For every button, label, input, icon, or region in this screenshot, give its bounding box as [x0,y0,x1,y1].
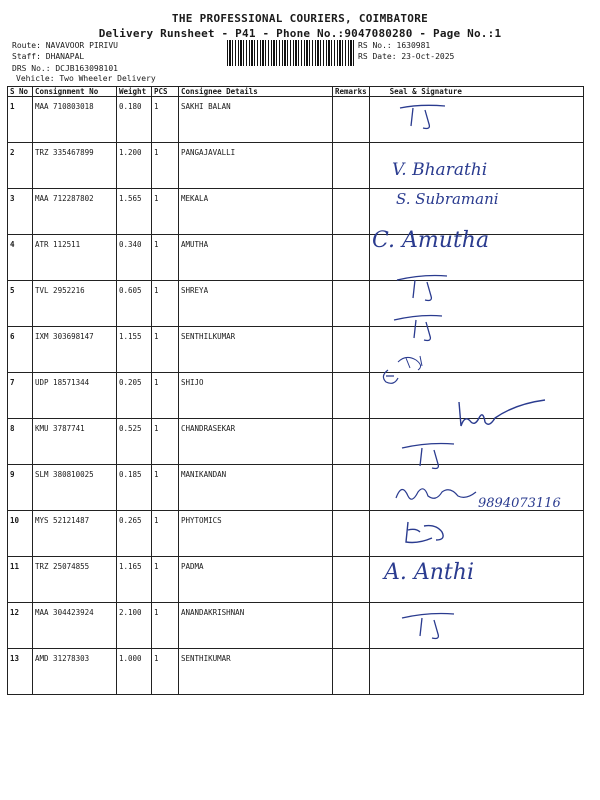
cell-weight: 0.180 [117,97,152,143]
cell-signature [369,649,583,695]
route-label: Route: NAVAVOOR PIRIVU [12,41,118,50]
cell-pcs: 1 [152,235,179,281]
table-row [8,649,584,695]
col-consignment: Consignment No [33,87,117,97]
cell-consignment: MAA 710803018 [33,97,117,143]
vehicle-label: Vehicle: Two Wheeler Delivery [16,74,156,83]
cell-sno: 13 [8,649,33,695]
cell-weight: 0.340 [117,235,152,281]
cell-consignment: IXM 303698147 [33,327,117,373]
cell-pcs: 1 [152,557,179,603]
cell-consignment: MAA 712287802 [33,189,117,235]
cell-signature [369,373,583,419]
cell-consignee: SHIJO [179,373,333,419]
cell-remarks [333,235,370,281]
table-header-row [8,87,584,97]
cell-weight: 1.200 [117,143,152,189]
cell-consignment: MYS 52121487 [33,511,117,557]
table-row [8,97,584,143]
table-row [8,189,584,235]
cell-consignee: AMUTHA [179,235,333,281]
cell-sno: 8 [8,419,33,465]
cell-sno: 11 [8,557,33,603]
signature-bharathi: V. Bharathi [392,160,488,180]
cell-pcs: 1 [152,603,179,649]
cell-weight: 1.165 [117,557,152,603]
cell-weight: 1.000 [117,649,152,695]
cell-weight: 1.155 [117,327,152,373]
cell-pcs: 1 [152,281,179,327]
cell-consignment: TRZ 25074855 [33,557,117,603]
cell-remarks [333,557,370,603]
cell-consignee: ANANDAKRISHNAN [179,603,333,649]
cell-weight: 0.185 [117,465,152,511]
col-pcs: PCS [152,87,179,97]
cell-signature [369,235,583,281]
table-row [8,235,584,281]
col-weight: Weight [117,87,152,97]
cell-consignee: PANGAJAVALLI [179,143,333,189]
cell-consignment: TVL 2952216 [33,281,117,327]
runsheet-subtitle: Delivery Runsheet - P41 - Phone No.:9047080280 - Page No.:1 [98,27,502,40]
barcode [227,40,354,66]
col-sno: S No [8,87,33,97]
cell-remarks [333,143,370,189]
cell-consignment: SLM 380810025 [33,465,117,511]
cell-pcs: 1 [152,189,179,235]
cell-consignee: MANIKANDAN [179,465,333,511]
cell-consignee: MEKALA [179,189,333,235]
runsheet-table [7,86,584,695]
cell-remarks [333,603,370,649]
cell-signature [369,557,583,603]
cell-remarks [333,465,370,511]
cell-sno: 2 [8,143,33,189]
cell-sno: 9 [8,465,33,511]
cell-sno: 3 [8,189,33,235]
cell-pcs: 1 [152,465,179,511]
table-row [8,143,584,189]
cell-remarks [333,97,370,143]
table-row [8,511,584,557]
cell-consignment: KMU 3787741 [33,419,117,465]
table-row [8,603,584,649]
col-remarks: Remarks [333,87,370,97]
cell-signature [369,143,583,189]
cell-signature [369,465,583,511]
cell-pcs: 1 [152,143,179,189]
cell-signature [369,419,583,465]
cell-consignee: PADMA [179,557,333,603]
cell-remarks [333,373,370,419]
cell-signature [369,189,583,235]
cell-consignment: MAA 304423924 [33,603,117,649]
col-signature: Seal & Signature [369,87,583,97]
cell-pcs: 1 [152,327,179,373]
cell-consignment: AMD 31278303 [33,649,117,695]
cell-signature [369,281,583,327]
cell-remarks [333,189,370,235]
table-row [8,327,584,373]
cell-remarks [333,649,370,695]
cell-weight: 1.565 [117,189,152,235]
cell-sno: 6 [8,327,33,373]
cell-consignment: UDP 18571344 [33,373,117,419]
cell-remarks [333,281,370,327]
signature-anand: A. Anthi [384,560,474,585]
col-consignee: Consignee Details [179,87,333,97]
table-row [8,465,584,511]
cell-signature [369,97,583,143]
rs-date: RS Date: 23-Oct-2025 [358,52,455,61]
cell-sno: 10 [8,511,33,557]
cell-remarks [333,511,370,557]
cell-pcs: 1 [152,511,179,557]
cell-consignee: SAKHI BALAN [179,97,333,143]
cell-weight: 0.265 [117,511,152,557]
rs-number: RS No.: 1630981 [358,41,431,50]
cell-pcs: 1 [152,419,179,465]
cell-remarks [333,327,370,373]
signature-amutha: C. Amutha [372,228,490,253]
cell-sno: 7 [8,373,33,419]
drs-number: DRS No.: DCJB163098101 [12,64,118,73]
cell-pcs: 1 [152,373,179,419]
cell-consignment: TRZ 335467899 [33,143,117,189]
company-title: THE PROFESSIONAL COURIERS, COIMBATORE [171,12,429,25]
cell-pcs: 1 [152,97,179,143]
cell-signature [369,327,583,373]
cell-sno: 12 [8,603,33,649]
cell-consignee: SENTHILKUMAR [179,327,333,373]
cell-consignee: SENTHIKUMAR [179,649,333,695]
cell-consignee: PHYTOMICS [179,511,333,557]
cell-signature [369,511,583,557]
table-row [8,557,584,603]
cell-consignee: SHREYA [179,281,333,327]
cell-consignee: CHANDRASEKAR [179,419,333,465]
cell-remarks [333,419,370,465]
cell-weight: 0.205 [117,373,152,419]
staff-label: Staff: DHANAPAL [12,52,85,61]
cell-sno: 1 [8,97,33,143]
signature-subramani: S. Subramani [396,190,499,208]
cell-weight: 0.525 [117,419,152,465]
cell-weight: 2.100 [117,603,152,649]
cell-consignment: ATR 112511 [33,235,117,281]
cell-pcs: 1 [152,649,179,695]
table-row [8,419,584,465]
table-row [8,281,584,327]
cell-sno: 4 [8,235,33,281]
table-row [8,373,584,419]
handwritten-phone: 9894073116 [478,496,561,511]
cell-sno: 5 [8,281,33,327]
cell-weight: 0.605 [117,281,152,327]
cell-signature [369,603,583,649]
